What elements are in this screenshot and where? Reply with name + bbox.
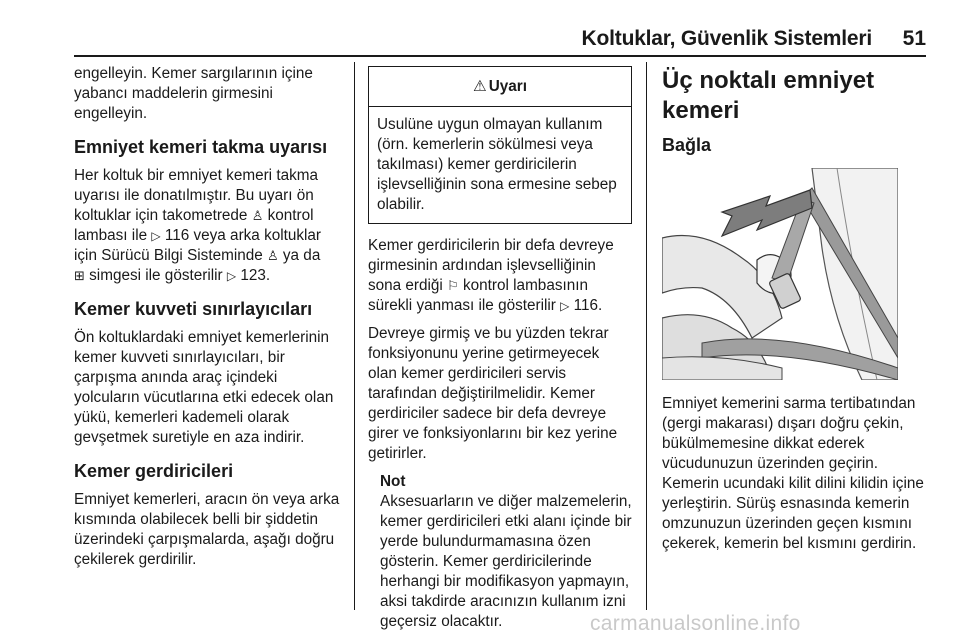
column-divider-2 [646,62,647,610]
page-ref-arrow-icon: ▷ [151,229,161,243]
column-right [662,66,928,562]
note-title: Not [380,473,406,490]
warning-text: Usulüne uygun olmayan kullanım (örn. kemerlerin sökülmesi veya takılması) kemer gerdiricilerin işlevselliğinin sona ermesine sebep olabilir. [377,116,617,213]
paragraph-pretensioners: Emniyet kemerleri, aracın ön veya arka kısmında olabilecek belli bir şiddetin üzerindeki çarpışmalarda, aşağı doğru çekilerek gerdirilir. [74,491,340,568]
heading-fasten: Bağla [662,135,712,155]
airbag-icon: ⚐ [447,278,459,293]
warning-box [368,66,632,224]
heading-pretensioners: Kemer gerdiricileri [74,461,234,481]
note-text: Aksesuarların ve diğer malzemelerin, kemer gerdiricileri etki alanı içinde bir yerde bulundurmamasına özen gösterin. Kemer gerdiricilerinde herhangi bir modifikasyon yapmayın, aksi takdirde aracınızın kullanım izni geçersiz olacaktır. [380,493,632,630]
paragraph-belt-reminder: Her koltuk bir emniyet kemeri takma uyarısı ile donatılmıştır. Bu uyarı ön koltuklar için takometrede ♙ kontrol lambası ile ▷ 116 veya arka koltuklar için Sürücü Bilgi Sisteminde ♙ ya da ⊞ simgesi ile gösterilir ▷ 123. [74,167,322,284]
page-number: 51 [902,27,926,50]
seatbelt-illustration [662,168,898,380]
page-header [0,0,960,60]
page-ref-arrow-icon: ▷ [226,269,237,283]
paragraph-replace: Devreye girmiş ve bu yüzden tekrar fonksiyonunu yerine getirmeyecek olan kemer gerdiricileri servis tarafından değiştirilmelidir. Kemer gerdiriciler sadece bir defa devreye girer ve fonksiyonlarını bir kez yerine getirirler. [368,325,618,462]
section-title: Koltuklar, Güvenlik Sistemleri [581,27,872,50]
column-left [74,64,346,578]
note-block [368,472,632,632]
seatbelt-icon: ♙ [251,208,264,223]
heading-belt-reminder: Emniyet kemeri takma uyarısı [74,137,328,157]
header-rule [74,55,926,57]
heading-three-point-belt: Üç noktalı emniyet kemeri [662,67,875,124]
paragraph-activation: Kemer gerdiricilerin bir defa devreye girmesinin ardından işlevselliğinin sona erdiği ⚐ kontrol lambasının sürekli yanması ile gösterilir ▷ 116. [368,237,614,314]
seatbelt-icon: ♙ [267,248,279,263]
paragraph-force-limiters: Ön koltuklardaki emniyet kemerlerinin kemer kuvveti sınırlayıcıları, bir çarpışma anında araç içindeki yolcuların vücutlarına etki edecek olan yükü, kemerleri kademeli olarak gevşetmek suretiyle en aza indirir. [74,329,334,446]
watermark: carmanualsonline.info [590,612,801,635]
warning-title: Uyarı [488,78,527,95]
warning-header [369,67,631,107]
intro-text: engelleyin. Kemer sargılarının içine yabancı maddelerin girmesini engelleyin. [74,65,313,122]
paragraph-fasten-instructions: Emniyet kemerini sarma tertibatından (gergi makarası) dışarı doğru çekin, bükülmemesine dikkat ederek vücudunuzun üzerinden geçirin. Kemerin ucundaki kilit dilini kilidin içine yerleştirin. Sürüş esnasında kemerin omzunuzun üzerinden geçen kısmını çekerek, kemerin bel kısmını gerdirin. [662,395,924,552]
heading-force-limiters: Kemer kuvveti sınırlayıcıları [74,299,313,319]
page-ref-arrow-icon: ▷ [560,299,570,313]
warning-icon: ⚠ [473,78,487,95]
seat-grid-icon: ⊞ [74,268,85,283]
column-middle [368,66,632,640]
column-divider-1 [354,62,355,610]
